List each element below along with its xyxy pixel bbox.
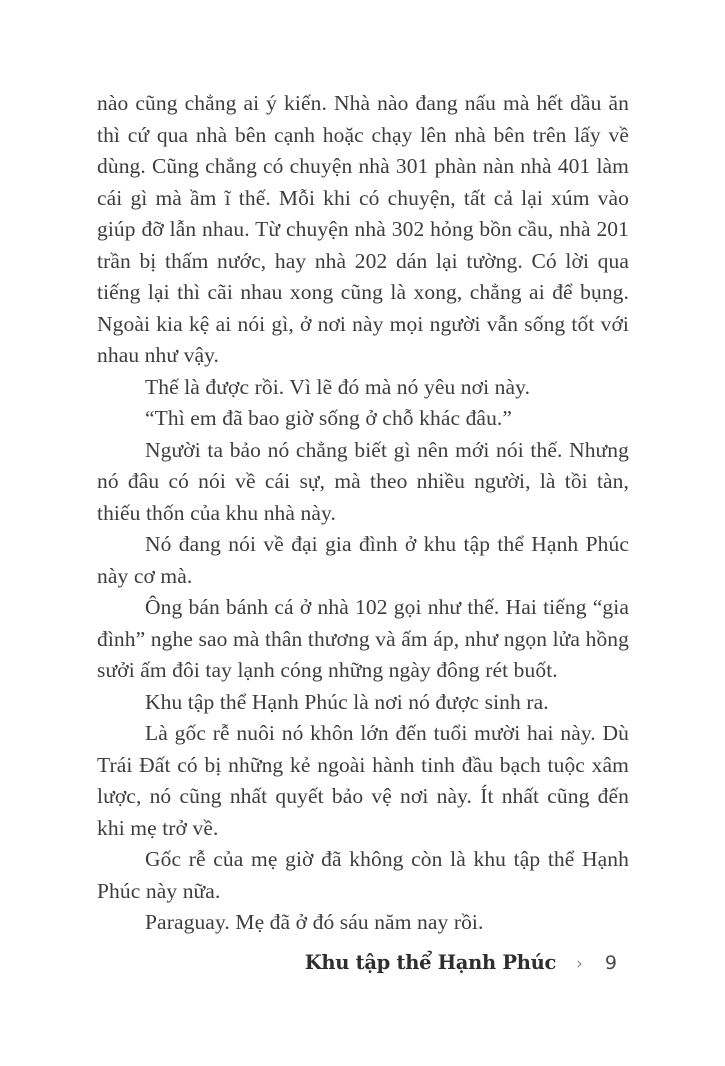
paragraph: Ông bán bánh cá ở nhà 102 gọi như thế. Hai tiếng “gia đình” nghe sao mà thân thương và ấm áp, như ngọn lửa hồng sưởi ấm đôi tay lạnh cóng những ngày đông rét buốt. xyxy=(97,595,629,682)
paragraph: Nó đang nói về đại gia đình ở khu tập thể Hạnh Phúc này cơ mà. xyxy=(97,532,629,588)
paragraph: “Thì em đã bao giờ sống ở chỗ khác đâu.” xyxy=(145,406,513,430)
running-title: Khu tập thể Hạnh Phúc xyxy=(304,951,557,974)
paragraph: Paraguay. Mẹ đã ở đó sáu năm nay rồi. xyxy=(145,910,484,934)
paragraph: nào cũng chẳng ai ý kiến. Nhà nào đang nấu mà hết dầu ăn thì cứ qua nhà bên cạnh hoặc chạy lên nhà bên trên lấy về dùng. Cũng chẳng có chuyện nhà 301 phàn nàn nhà 401 làm cái gì mà ầm ĩ thế. Mỗi khi có chuyện, tất cả lại xúm vào giúp đỡ lẫn nhau. Từ chuyện nhà 302 hỏng bồn cầu, nhà 201 trần bị thấm nước, hay nhà 202 dán lại tường. Có lời qua tiếng lại thì cãi nhau xong cũng là xong, chẳng ai để bụng. Ngoài kia kệ ai nói gì, ở nơi này mọi người vẫn sống tốt với nhau như vậy. xyxy=(97,91,629,367)
footer-separator-icon: › xyxy=(576,954,583,974)
paragraph: Người ta bảo nó chẳng biết gì nên mới nói thế. Nhưng nó đâu có nói về cái sự, mà theo nhiều người, là tồi tàn, thiếu thốn của khu nhà này. xyxy=(97,437,629,525)
page-footer xyxy=(305,951,617,974)
paragraph: Thế là được rồi. Vì lẽ đó mà nó yêu nơi này. xyxy=(145,374,531,399)
paragraph: Khu tập thể Hạnh Phúc là nơi nó được sinh ra. xyxy=(145,689,549,714)
paragraph: Là gốc rễ nuôi nó khôn lớn đến tuổi mười hai này. Dù Trái Đất có bị những kẻ ngoài hành tinh đầu bạch tuộc xâm lược, nó cũng nhất quyết bảo vệ nơi này. Ít nhất cũng đến khi mẹ trở về. xyxy=(97,721,629,840)
paragraph: Gốc rễ của mẹ giờ đã không còn là khu tập thể Hạnh Phúc này nữa. xyxy=(97,847,629,903)
page-number: 9 xyxy=(604,952,617,974)
page-body-text xyxy=(97,88,629,939)
